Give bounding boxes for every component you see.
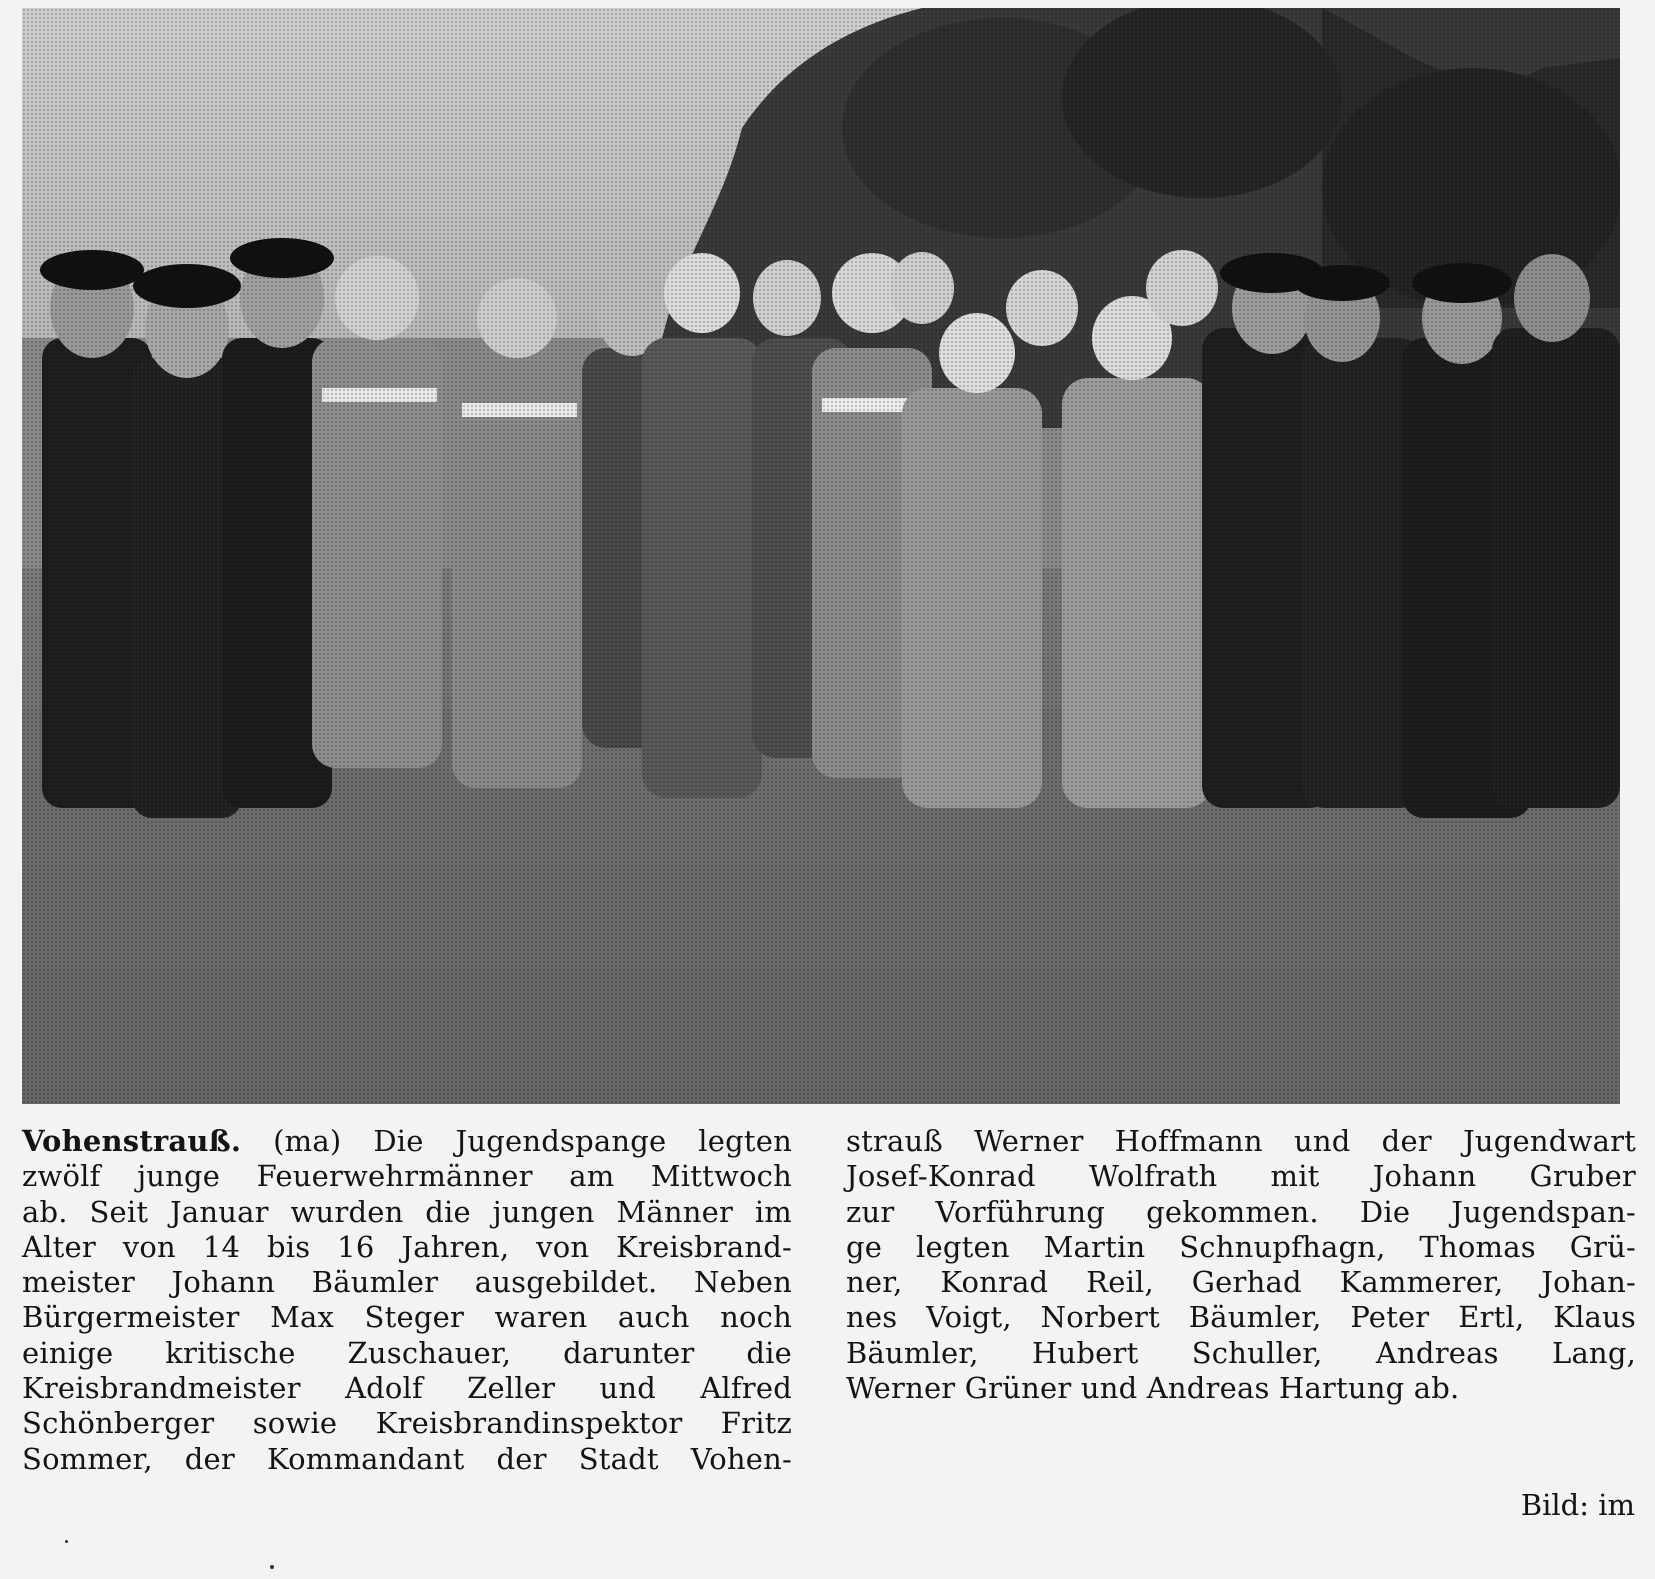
print-speck xyxy=(270,1565,274,1569)
caption-line: Bäumler, Hubert Schuller, Andreas Lang, xyxy=(846,1335,1636,1370)
caption-line: zwölf junge Feuerwehrmänner am Mittwoch xyxy=(22,1159,792,1194)
caption-right-column xyxy=(846,1124,1636,1406)
caption-line: ab. Seit Januar wurden die jungen Männer im xyxy=(22,1194,792,1229)
group-photo xyxy=(22,8,1620,1104)
caption-line: strauß Werner Hoffmann und der Jugendwart xyxy=(846,1124,1636,1158)
caption-line: Sommer, der Kommandant der Stadt Vohen- xyxy=(22,1441,792,1476)
caption-line: Kreisbrandmeister Adolf Zeller und Alfred xyxy=(22,1371,792,1406)
caption-line: meister Johann Bäumler ausgebildet. Neben xyxy=(22,1265,792,1300)
caption-line: Werner Grüner und Andreas Hartung ab. xyxy=(846,1371,1460,1406)
caption-left-column xyxy=(22,1124,792,1477)
caption-line: Alter von 14 bis 16 Jahren, von Kreisbrand- xyxy=(22,1229,792,1264)
caption-line: einige kritische Zuschauer, darunter die xyxy=(22,1335,792,1370)
caption-line-1 xyxy=(22,1124,792,1159)
group-photo-drawing xyxy=(22,8,1620,1104)
caption-line: ge legten Martin Schnupfhagn, Thomas Grü- xyxy=(846,1229,1636,1264)
caption-line: nes Voigt, Norbert Bäumler, Peter Ertl, Klaus xyxy=(846,1300,1636,1335)
caption-line: ner, Konrad Reil, Gerhad Kammerer, Johan- xyxy=(846,1265,1636,1300)
caption-line: Bürgermeister Max Steger waren auch noch xyxy=(22,1300,792,1335)
dateline: Vohenstrauß. xyxy=(22,1124,242,1158)
caption-line: zur Vorführung gekommen. Die Jugendspan- xyxy=(846,1194,1636,1229)
caption-text: (ma) Die Jugendspange legten xyxy=(241,1124,792,1158)
print-speck xyxy=(65,1540,68,1543)
caption-line: Josef-Konrad Wolfrath mit Johann Gruber xyxy=(846,1159,1636,1194)
caption-line: Schönberger sowie Kreisbrandinspektor Fritz xyxy=(22,1406,792,1441)
photo-credit: Bild: im xyxy=(1520,1488,1635,1522)
